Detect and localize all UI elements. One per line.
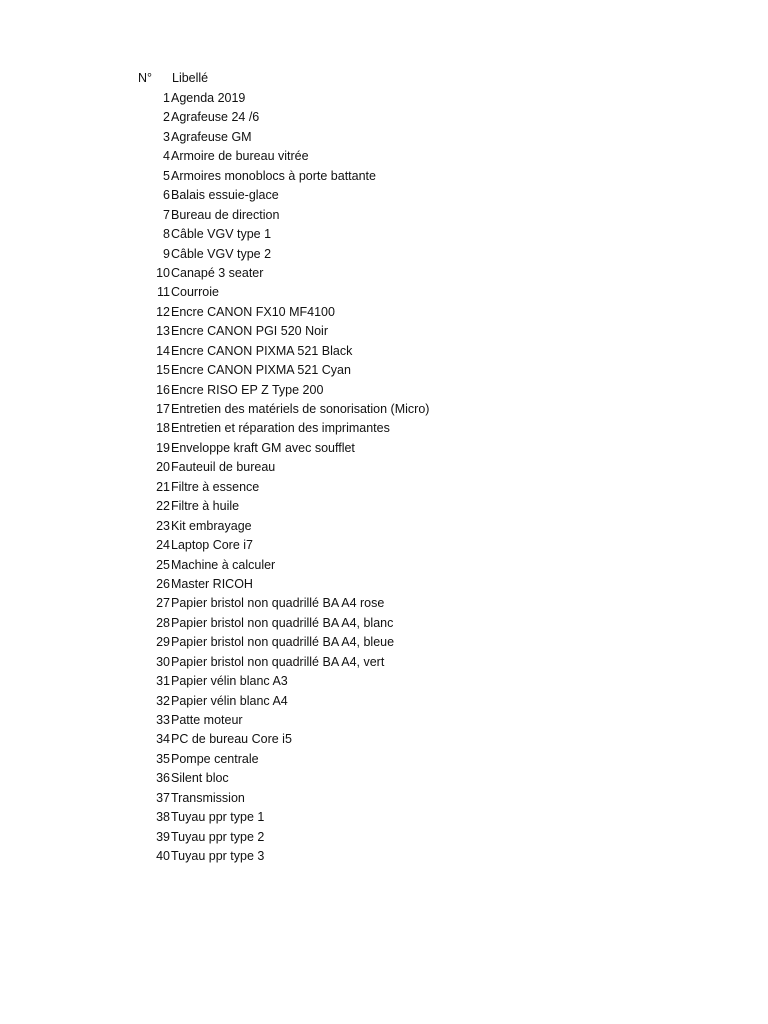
row-number: 34 bbox=[156, 732, 170, 747]
table-row bbox=[132, 828, 429, 847]
row-label: Agrafeuse GM bbox=[171, 129, 252, 144]
row-number: 12 bbox=[156, 304, 170, 319]
row-label: Tuyau ppr type 3 bbox=[171, 849, 265, 864]
row-number: 19 bbox=[156, 440, 170, 455]
row-number: 33 bbox=[156, 713, 170, 727]
table-row bbox=[132, 711, 429, 730]
table-row bbox=[132, 186, 429, 205]
table-row bbox=[132, 808, 429, 827]
row-number: 13 bbox=[156, 324, 170, 339]
column-header-number: N° bbox=[138, 71, 153, 85]
row-number: 24 bbox=[156, 538, 170, 553]
column-header-label: Libellé bbox=[172, 71, 209, 85]
row-label: Enveloppe kraft GM avec soufflet bbox=[171, 440, 355, 455]
row-label: Entretien et réparation des imprimantes bbox=[171, 421, 390, 436]
row-number: 21 bbox=[156, 479, 170, 494]
row-label: Agrafeuse 24 /6 bbox=[171, 110, 260, 125]
row-number: 38 bbox=[156, 810, 170, 825]
row-number: 15 bbox=[156, 363, 170, 378]
table-row bbox=[132, 419, 429, 438]
table-row bbox=[132, 750, 429, 769]
row-number: 11 bbox=[157, 285, 170, 300]
row-label: Bureau de direction bbox=[171, 207, 280, 222]
row-label: Agenda 2019 bbox=[171, 91, 246, 105]
table-row bbox=[132, 245, 429, 264]
table-row bbox=[132, 322, 429, 341]
row-number: 14 bbox=[156, 343, 170, 358]
row-label: Transmission bbox=[171, 790, 245, 805]
table-row bbox=[132, 439, 429, 458]
row-label: Encre CANON PIXMA 521 Black bbox=[171, 343, 353, 358]
row-number: 1 bbox=[163, 91, 170, 105]
table-row bbox=[132, 225, 429, 244]
row-label: Kit embrayage bbox=[171, 518, 252, 533]
table-row bbox=[132, 167, 429, 186]
row-label: Filtre à huile bbox=[171, 499, 240, 514]
row-number: 39 bbox=[156, 829, 170, 844]
row-number: 6 bbox=[163, 188, 170, 203]
row-label: Papier bristol non quadrillé BA A4 rose bbox=[171, 596, 385, 611]
row-number: 2 bbox=[163, 110, 170, 125]
table-row bbox=[132, 556, 429, 575]
table-row bbox=[132, 283, 429, 302]
table-row bbox=[132, 303, 429, 322]
row-number: 10 bbox=[156, 265, 170, 280]
row-number: 40 bbox=[156, 849, 170, 864]
table-row bbox=[132, 381, 429, 400]
row-number: 30 bbox=[156, 654, 170, 669]
row-number: 35 bbox=[156, 751, 170, 766]
row-label: Encre RISO EP Z Type 200 bbox=[171, 382, 324, 397]
row-number: 3 bbox=[163, 129, 170, 144]
table-row bbox=[132, 847, 429, 866]
row-number: 25 bbox=[156, 557, 170, 572]
table-row bbox=[132, 536, 429, 555]
table-row bbox=[132, 361, 429, 380]
table-row bbox=[132, 633, 429, 652]
row-number: 31 bbox=[156, 674, 170, 689]
row-number: 8 bbox=[163, 227, 170, 242]
row-label: Encre CANON FX10 MF4100 bbox=[171, 304, 335, 319]
row-number: 29 bbox=[156, 635, 170, 650]
table-row bbox=[132, 769, 429, 788]
row-label: Encre CANON PIXMA 521 Cyan bbox=[171, 363, 351, 378]
row-label: Laptop Core i7 bbox=[171, 538, 254, 553]
table-row bbox=[132, 789, 429, 808]
table-row bbox=[132, 478, 429, 497]
row-number: 7 bbox=[163, 207, 170, 222]
row-number: 22 bbox=[156, 499, 170, 514]
row-label: Pompe centrale bbox=[171, 751, 259, 766]
table-row bbox=[132, 614, 429, 633]
row-label: Silent bloc bbox=[171, 771, 229, 786]
row-label: Fauteuil de bureau bbox=[171, 460, 276, 475]
row-label: Master RICOH bbox=[171, 576, 253, 591]
row-label: Patte moteur bbox=[171, 713, 243, 727]
row-label: Filtre à essence bbox=[171, 479, 260, 494]
row-number: 28 bbox=[156, 615, 170, 630]
row-label: Câble VGV type 1 bbox=[171, 227, 272, 242]
table-row bbox=[132, 264, 429, 283]
row-number: 23 bbox=[156, 518, 170, 533]
row-number: 9 bbox=[163, 246, 170, 261]
row-label: Papier bristol non quadrillé BA A4, bleue bbox=[171, 635, 395, 650]
row-number: 16 bbox=[156, 382, 170, 397]
row-label: PC de bureau Core i5 bbox=[171, 732, 292, 747]
table-row bbox=[132, 342, 429, 361]
row-label: Papier bristol non quadrillé BA A4, vert bbox=[171, 654, 385, 669]
table-row bbox=[132, 108, 429, 127]
row-number: 26 bbox=[156, 576, 170, 591]
row-label: Armoire de bureau vitrée bbox=[171, 149, 309, 164]
row-label: Entretien des matériels de sonorisation (Micro) bbox=[171, 402, 430, 416]
table-header-row bbox=[132, 68, 429, 89]
row-label: Armoires monoblocs à porte battante bbox=[171, 168, 376, 183]
row-number: 37 bbox=[156, 790, 170, 805]
table-row bbox=[132, 575, 429, 594]
row-number: 5 bbox=[163, 168, 170, 183]
row-label: Tuyau ppr type 2 bbox=[171, 829, 265, 844]
row-label: Canapé 3 seater bbox=[171, 265, 264, 280]
table-row bbox=[132, 400, 429, 419]
table-row bbox=[132, 730, 429, 749]
row-number: 17 bbox=[156, 402, 170, 416]
row-label: Courroie bbox=[171, 285, 219, 300]
row-label: Papier vélin blanc A3 bbox=[171, 674, 288, 689]
table-row bbox=[132, 692, 429, 711]
row-label: Câble VGV type 2 bbox=[171, 246, 272, 261]
row-number: 32 bbox=[156, 693, 170, 708]
table-row bbox=[132, 128, 429, 147]
row-label: Tuyau ppr type 1 bbox=[171, 810, 265, 825]
row-label: Machine à calculer bbox=[171, 557, 276, 572]
row-number: 20 bbox=[156, 460, 170, 475]
table-row bbox=[132, 147, 429, 166]
table-row bbox=[132, 517, 429, 536]
row-label: Papier vélin blanc A4 bbox=[171, 693, 288, 708]
table-body bbox=[132, 89, 429, 867]
table-row bbox=[132, 206, 429, 225]
table-row bbox=[132, 89, 429, 108]
table-row bbox=[132, 672, 429, 691]
row-label: Balais essuie-glace bbox=[171, 188, 279, 203]
row-number: 27 bbox=[156, 596, 170, 611]
items-table bbox=[132, 68, 429, 867]
row-number: 36 bbox=[156, 771, 170, 786]
row-label: Papier bristol non quadrillé BA A4, blanc bbox=[171, 615, 394, 630]
row-number: 18 bbox=[156, 421, 170, 436]
table-row bbox=[132, 497, 429, 516]
row-label: Encre CANON PGI 520 Noir bbox=[171, 324, 328, 339]
table-row bbox=[132, 594, 429, 613]
table-row bbox=[132, 653, 429, 672]
table-row bbox=[132, 458, 429, 477]
row-number: 4 bbox=[163, 149, 170, 164]
